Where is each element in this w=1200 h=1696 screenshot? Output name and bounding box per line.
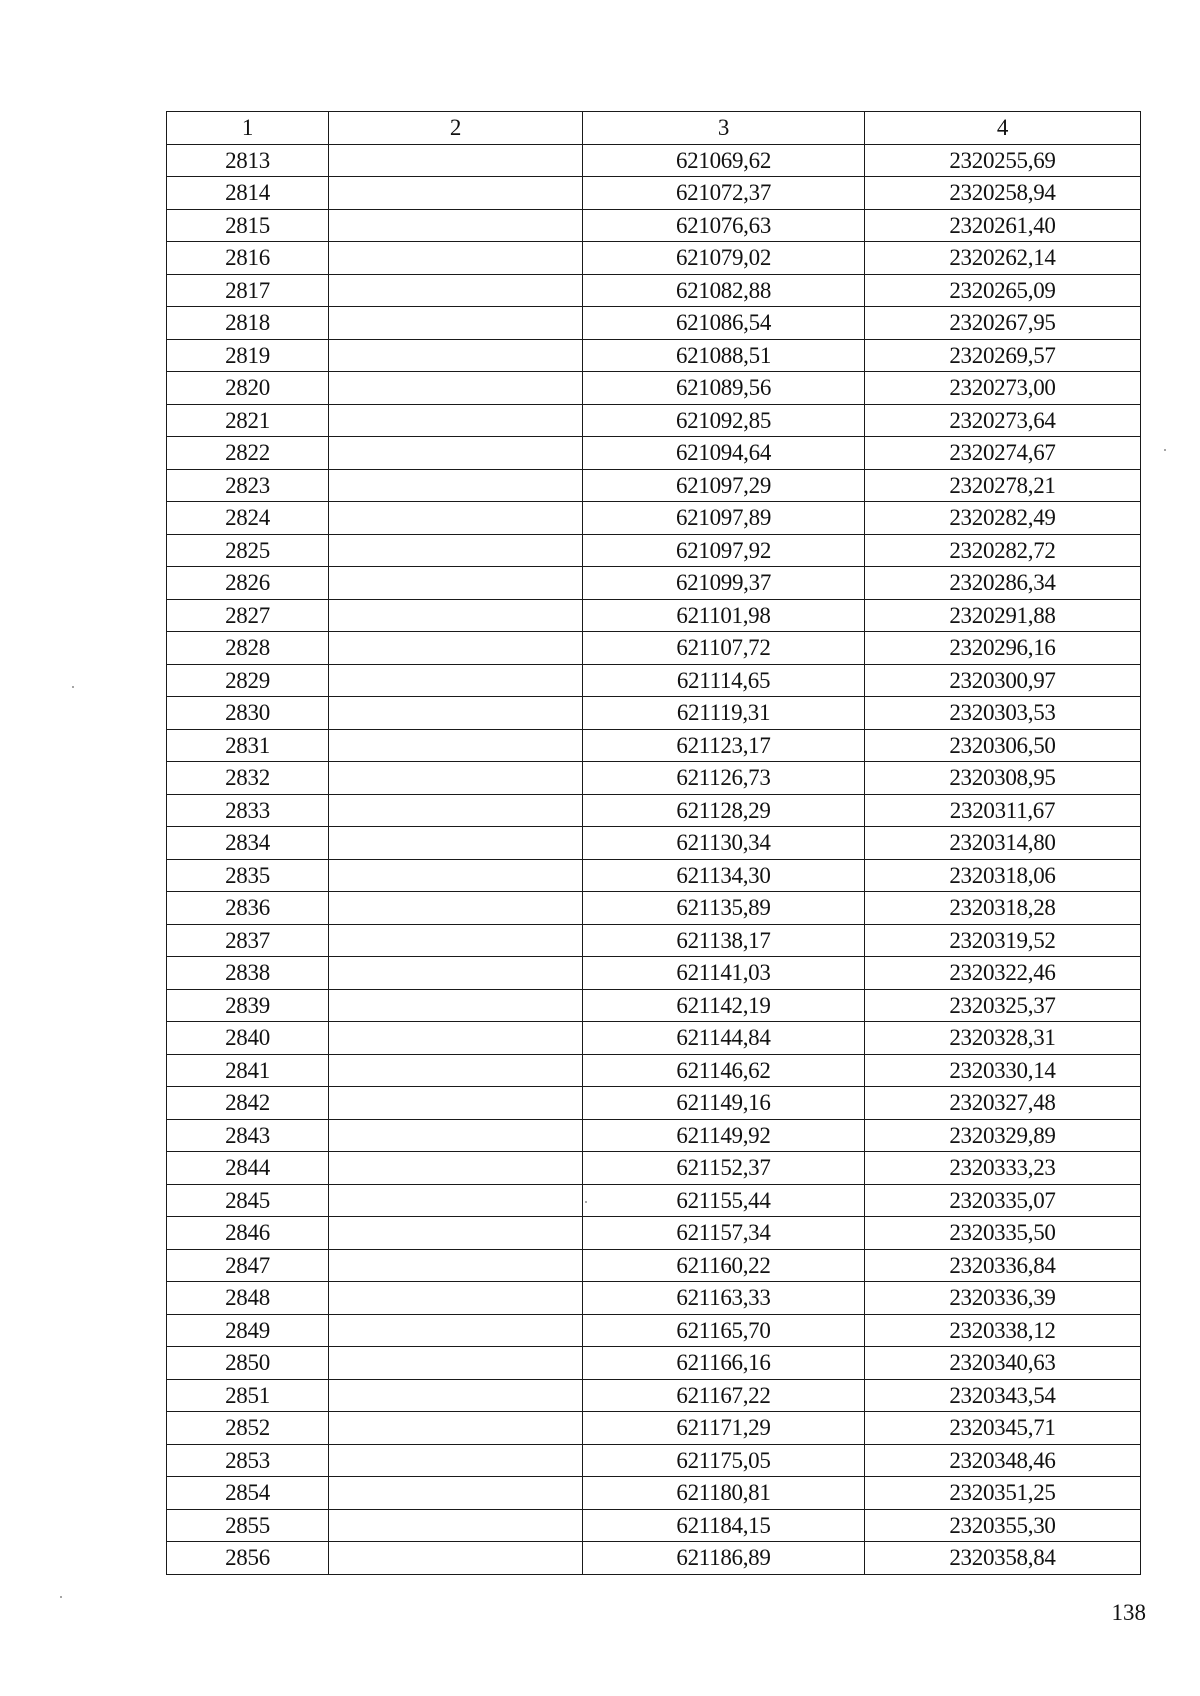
point-number-cell: 2848 — [167, 1282, 329, 1315]
table-row — [167, 1249, 1141, 1282]
point-number-cell: 2841 — [167, 1054, 329, 1087]
table-row — [167, 177, 1141, 210]
point-number-cell: 2829 — [167, 664, 329, 697]
y-coordinate-cell: 2320286,34 — [865, 567, 1141, 600]
y-coordinate-cell: 2320311,67 — [865, 794, 1141, 827]
table-row — [167, 502, 1141, 535]
table-row — [167, 209, 1141, 242]
empty-cell — [329, 924, 583, 957]
y-coordinate-cell: 2320255,69 — [865, 144, 1141, 177]
y-coordinate-cell: 2320319,52 — [865, 924, 1141, 957]
table-row — [167, 307, 1141, 340]
table-row — [167, 1119, 1141, 1152]
y-coordinate-cell: 2320291,88 — [865, 599, 1141, 632]
column-header-3: 3 — [583, 112, 865, 145]
y-coordinate-cell: 2320338,12 — [865, 1314, 1141, 1347]
x-coordinate-cell: 621171,29 — [583, 1412, 865, 1445]
point-number-cell: 2844 — [167, 1152, 329, 1185]
table-row — [167, 1542, 1141, 1575]
y-coordinate-cell: 2320328,31 — [865, 1022, 1141, 1055]
x-coordinate-cell: 621130,34 — [583, 827, 865, 860]
empty-cell — [329, 144, 583, 177]
point-number-cell: 2832 — [167, 762, 329, 795]
x-coordinate-cell: 621088,51 — [583, 339, 865, 372]
y-coordinate-cell: 2320306,50 — [865, 729, 1141, 762]
empty-cell — [329, 664, 583, 697]
table-row — [167, 924, 1141, 957]
y-coordinate-cell: 2320318,28 — [865, 892, 1141, 925]
empty-cell — [329, 1477, 583, 1510]
table-row — [167, 859, 1141, 892]
empty-cell — [329, 1412, 583, 1445]
x-coordinate-cell: 621089,56 — [583, 372, 865, 405]
table-row — [167, 1217, 1141, 1250]
x-coordinate-cell: 621114,65 — [583, 664, 865, 697]
table-row — [167, 1022, 1141, 1055]
point-number-cell: 2824 — [167, 502, 329, 535]
y-coordinate-cell: 2320273,64 — [865, 404, 1141, 437]
x-coordinate-cell: 621086,54 — [583, 307, 865, 340]
empty-cell — [329, 469, 583, 502]
empty-cell — [329, 307, 583, 340]
table-row — [167, 274, 1141, 307]
point-number-cell: 2814 — [167, 177, 329, 210]
empty-cell — [329, 697, 583, 730]
table-row — [167, 242, 1141, 275]
y-coordinate-cell: 2320336,84 — [865, 1249, 1141, 1282]
empty-cell — [329, 404, 583, 437]
x-coordinate-cell: 621186,89 — [583, 1542, 865, 1575]
empty-cell — [329, 534, 583, 567]
empty-cell — [329, 567, 583, 600]
y-coordinate-cell: 2320327,48 — [865, 1087, 1141, 1120]
point-number-cell: 2852 — [167, 1412, 329, 1445]
x-coordinate-cell: 621076,63 — [583, 209, 865, 242]
empty-cell — [329, 502, 583, 535]
x-coordinate-cell: 621184,15 — [583, 1509, 865, 1542]
y-coordinate-cell: 2320262,14 — [865, 242, 1141, 275]
x-coordinate-cell: 621141,03 — [583, 957, 865, 990]
y-coordinate-cell: 2320329,89 — [865, 1119, 1141, 1152]
x-coordinate-cell: 621160,22 — [583, 1249, 865, 1282]
table-row — [167, 892, 1141, 925]
x-coordinate-cell: 621149,92 — [583, 1119, 865, 1152]
x-coordinate-cell: 621135,89 — [583, 892, 865, 925]
table-row — [167, 794, 1141, 827]
point-number-cell: 2813 — [167, 144, 329, 177]
empty-cell — [329, 177, 583, 210]
table-row — [167, 1347, 1141, 1380]
x-coordinate-cell: 621138,17 — [583, 924, 865, 957]
empty-cell — [329, 729, 583, 762]
empty-cell — [329, 1509, 583, 1542]
point-number-cell: 2817 — [167, 274, 329, 307]
point-number-cell: 2815 — [167, 209, 329, 242]
empty-cell — [329, 762, 583, 795]
point-number-cell: 2830 — [167, 697, 329, 730]
empty-cell — [329, 632, 583, 665]
y-coordinate-cell: 2320314,80 — [865, 827, 1141, 860]
y-coordinate-cell: 2320282,49 — [865, 502, 1141, 535]
point-number-cell: 2838 — [167, 957, 329, 990]
coordinates-table — [166, 111, 1141, 1575]
x-coordinate-cell: 621128,29 — [583, 794, 865, 827]
table-row — [167, 144, 1141, 177]
point-number-cell: 2843 — [167, 1119, 329, 1152]
empty-cell — [329, 957, 583, 990]
column-header-2: 2 — [329, 112, 583, 145]
point-number-cell: 2856 — [167, 1542, 329, 1575]
point-number-cell: 2836 — [167, 892, 329, 925]
x-coordinate-cell: 621146,62 — [583, 1054, 865, 1087]
y-coordinate-cell: 2320325,37 — [865, 989, 1141, 1022]
x-coordinate-cell: 621097,92 — [583, 534, 865, 567]
x-coordinate-cell: 621123,17 — [583, 729, 865, 762]
empty-cell — [329, 1542, 583, 1575]
table-row — [167, 1314, 1141, 1347]
empty-cell — [329, 242, 583, 275]
empty-cell — [329, 1119, 583, 1152]
table-row — [167, 989, 1141, 1022]
y-coordinate-cell: 2320303,53 — [865, 697, 1141, 730]
table-row — [167, 1152, 1141, 1185]
y-coordinate-cell: 2320273,00 — [865, 372, 1141, 405]
point-number-cell: 2823 — [167, 469, 329, 502]
point-number-cell: 2837 — [167, 924, 329, 957]
point-number-cell: 2842 — [167, 1087, 329, 1120]
empty-cell — [329, 1184, 583, 1217]
x-coordinate-cell: 621097,29 — [583, 469, 865, 502]
x-coordinate-cell: 621180,81 — [583, 1477, 865, 1510]
x-coordinate-cell: 621144,84 — [583, 1022, 865, 1055]
y-coordinate-cell: 2320318,06 — [865, 859, 1141, 892]
scan-speck — [60, 1596, 62, 1598]
table-row — [167, 1379, 1141, 1412]
point-number-cell: 2825 — [167, 534, 329, 567]
point-number-cell: 2854 — [167, 1477, 329, 1510]
point-number-cell: 2849 — [167, 1314, 329, 1347]
table-row — [167, 599, 1141, 632]
x-coordinate-cell: 621166,16 — [583, 1347, 865, 1380]
y-coordinate-cell: 2320258,94 — [865, 177, 1141, 210]
table-row — [167, 372, 1141, 405]
point-number-cell: 2819 — [167, 339, 329, 372]
y-coordinate-cell: 2320355,30 — [865, 1509, 1141, 1542]
point-number-cell: 2826 — [167, 567, 329, 600]
table-row — [167, 1412, 1141, 1445]
x-coordinate-cell: 621155,44 — [583, 1184, 865, 1217]
table-row — [167, 1054, 1141, 1087]
empty-cell — [329, 892, 583, 925]
x-coordinate-cell: 621099,37 — [583, 567, 865, 600]
scan-speck — [1164, 449, 1166, 451]
table-row — [167, 534, 1141, 567]
empty-cell — [329, 339, 583, 372]
point-number-cell: 2846 — [167, 1217, 329, 1250]
point-number-cell: 2850 — [167, 1347, 329, 1380]
x-coordinate-cell: 621126,73 — [583, 762, 865, 795]
table-row — [167, 632, 1141, 665]
y-coordinate-cell: 2320282,72 — [865, 534, 1141, 567]
point-number-cell: 2853 — [167, 1444, 329, 1477]
point-number-cell: 2820 — [167, 372, 329, 405]
empty-cell — [329, 1347, 583, 1380]
point-number-cell: 2845 — [167, 1184, 329, 1217]
point-number-cell: 2851 — [167, 1379, 329, 1412]
point-number-cell: 2822 — [167, 437, 329, 470]
point-number-cell: 2855 — [167, 1509, 329, 1542]
x-coordinate-cell: 621079,02 — [583, 242, 865, 275]
column-header-4: 4 — [865, 112, 1141, 145]
point-number-cell: 2840 — [167, 1022, 329, 1055]
y-coordinate-cell: 2320351,25 — [865, 1477, 1141, 1510]
table-row — [167, 1444, 1141, 1477]
point-number-cell: 2831 — [167, 729, 329, 762]
scan-speck — [585, 1201, 587, 1203]
empty-cell — [329, 1444, 583, 1477]
point-number-cell: 2828 — [167, 632, 329, 665]
x-coordinate-cell: 621082,88 — [583, 274, 865, 307]
empty-cell — [329, 827, 583, 860]
table-row — [167, 1509, 1141, 1542]
x-coordinate-cell: 621165,70 — [583, 1314, 865, 1347]
column-header-1: 1 — [167, 112, 329, 145]
empty-cell — [329, 1152, 583, 1185]
page-number: 138 — [1111, 1600, 1146, 1625]
x-coordinate-cell: 621119,31 — [583, 697, 865, 730]
table-row — [167, 697, 1141, 730]
y-coordinate-cell: 2320269,57 — [865, 339, 1141, 372]
empty-cell — [329, 1054, 583, 1087]
x-coordinate-cell: 621101,98 — [583, 599, 865, 632]
table-row — [167, 404, 1141, 437]
point-number-cell: 2827 — [167, 599, 329, 632]
empty-cell — [329, 859, 583, 892]
table-row — [167, 469, 1141, 502]
point-number-cell: 2835 — [167, 859, 329, 892]
empty-cell — [329, 794, 583, 827]
x-coordinate-cell: 621094,64 — [583, 437, 865, 470]
x-coordinate-cell: 621069,62 — [583, 144, 865, 177]
y-coordinate-cell: 2320333,23 — [865, 1152, 1141, 1185]
empty-cell — [329, 1087, 583, 1120]
y-coordinate-cell: 2320343,54 — [865, 1379, 1141, 1412]
table-row — [167, 1087, 1141, 1120]
y-coordinate-cell: 2320336,39 — [865, 1282, 1141, 1315]
x-coordinate-cell: 621149,16 — [583, 1087, 865, 1120]
table-row — [167, 1477, 1141, 1510]
x-coordinate-cell: 621163,33 — [583, 1282, 865, 1315]
y-coordinate-cell: 2320348,46 — [865, 1444, 1141, 1477]
x-coordinate-cell: 621157,34 — [583, 1217, 865, 1250]
y-coordinate-cell: 2320278,21 — [865, 469, 1141, 502]
empty-cell — [329, 989, 583, 1022]
x-coordinate-cell: 621152,37 — [583, 1152, 865, 1185]
point-number-cell: 2833 — [167, 794, 329, 827]
table-row — [167, 729, 1141, 762]
y-coordinate-cell: 2320335,50 — [865, 1217, 1141, 1250]
y-coordinate-cell: 2320345,71 — [865, 1412, 1141, 1445]
point-number-cell: 2839 — [167, 989, 329, 1022]
x-coordinate-cell: 621167,22 — [583, 1379, 865, 1412]
y-coordinate-cell: 2320322,46 — [865, 957, 1141, 990]
table-row — [167, 957, 1141, 990]
y-coordinate-cell: 2320335,07 — [865, 1184, 1141, 1217]
y-coordinate-cell: 2320330,14 — [865, 1054, 1141, 1087]
y-coordinate-cell: 2320300,97 — [865, 664, 1141, 697]
y-coordinate-cell: 2320308,95 — [865, 762, 1141, 795]
y-coordinate-cell: 2320358,84 — [865, 1542, 1141, 1575]
table-row — [167, 339, 1141, 372]
empty-cell — [329, 1314, 583, 1347]
y-coordinate-cell: 2320340,63 — [865, 1347, 1141, 1380]
table-row — [167, 567, 1141, 600]
table-row — [167, 1184, 1141, 1217]
y-coordinate-cell: 2320261,40 — [865, 209, 1141, 242]
point-number-cell: 2818 — [167, 307, 329, 340]
x-coordinate-cell: 621097,89 — [583, 502, 865, 535]
empty-cell — [329, 1022, 583, 1055]
empty-cell — [329, 1282, 583, 1315]
x-coordinate-cell: 621072,37 — [583, 177, 865, 210]
y-coordinate-cell: 2320265,09 — [865, 274, 1141, 307]
x-coordinate-cell: 621092,85 — [583, 404, 865, 437]
x-coordinate-cell: 621175,05 — [583, 1444, 865, 1477]
table-row — [167, 827, 1141, 860]
empty-cell — [329, 1217, 583, 1250]
y-coordinate-cell: 2320267,95 — [865, 307, 1141, 340]
empty-cell — [329, 274, 583, 307]
empty-cell — [329, 599, 583, 632]
x-coordinate-cell: 621134,30 — [583, 859, 865, 892]
empty-cell — [329, 437, 583, 470]
table-row — [167, 762, 1141, 795]
empty-cell — [329, 209, 583, 242]
point-number-cell: 2821 — [167, 404, 329, 437]
empty-cell — [329, 1379, 583, 1412]
empty-cell — [329, 372, 583, 405]
table-row — [167, 437, 1141, 470]
scan-speck — [72, 686, 74, 688]
y-coordinate-cell: 2320274,67 — [865, 437, 1141, 470]
point-number-cell: 2834 — [167, 827, 329, 860]
point-number-cell: 2816 — [167, 242, 329, 275]
empty-cell — [329, 1249, 583, 1282]
point-number-cell: 2847 — [167, 1249, 329, 1282]
y-coordinate-cell: 2320296,16 — [865, 632, 1141, 665]
table-body — [167, 144, 1141, 1574]
table-row — [167, 664, 1141, 697]
x-coordinate-cell: 621107,72 — [583, 632, 865, 665]
table-header-row — [167, 112, 1141, 145]
x-coordinate-cell: 621142,19 — [583, 989, 865, 1022]
table-row — [167, 1282, 1141, 1315]
